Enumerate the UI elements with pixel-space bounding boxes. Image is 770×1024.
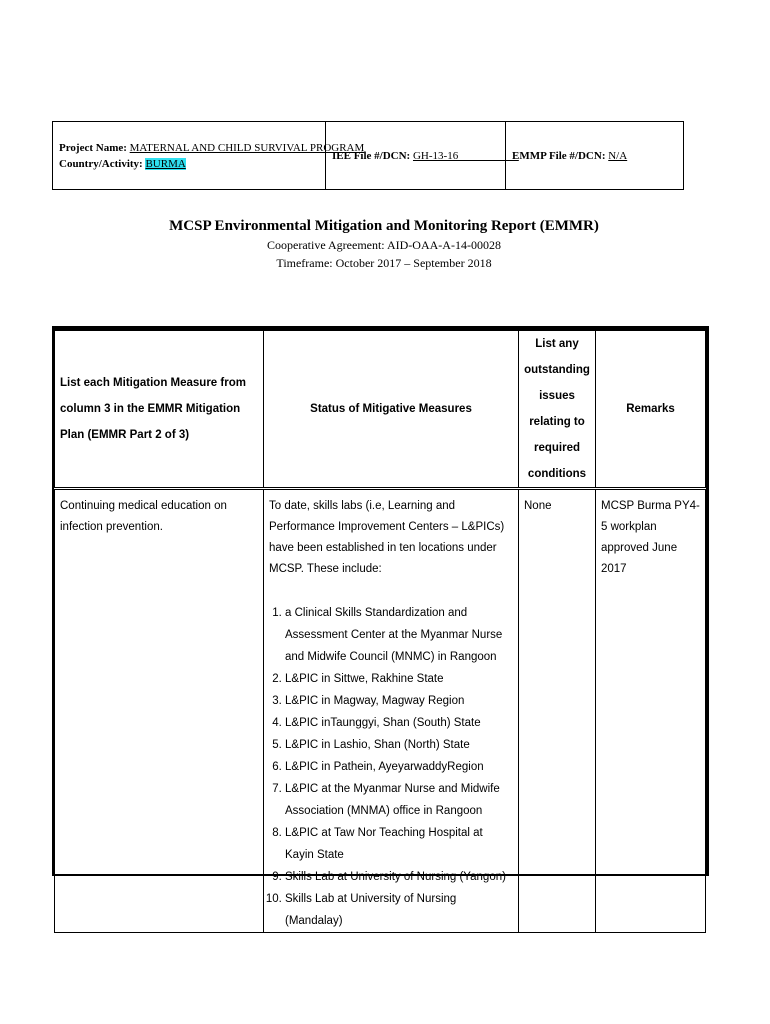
table-row (55, 489, 706, 933)
report-title: MCSP Environmental Mitigation and Monitoring Report (EMMR) (169, 218, 599, 234)
project-name-value: MATERNAL AND CHILD SURVIVAL PROGRAM (129, 141, 365, 154)
country-activity-value: BURMA (145, 157, 186, 170)
list-item: 3. L&PIC in Magway, Magway Region (285, 690, 513, 712)
header-remarks: Remarks (596, 331, 706, 489)
emmp-file-cell (506, 122, 683, 189)
cell-outstanding-issues: None (519, 489, 596, 933)
project-info-cell (53, 122, 365, 189)
status-intro: To date, skills labs (i.e, Learning and Performance Improvement Centers – L&PICs) have been established in ten locations under MCSP. These include: (269, 500, 505, 575)
project-header-box (52, 121, 684, 190)
header-status: Status of Mitigative Measures (264, 331, 519, 489)
table-header-row (55, 331, 706, 489)
cooperative-agreement: Cooperative Agreement: AID-OAA-A-14-00028 (267, 238, 501, 252)
project-name-label: Project Name: (59, 141, 127, 154)
iee-file-value: GH-13-16___________ (412, 149, 519, 162)
list-item: 5. L&PIC in Lashio, Shan (North) State (285, 734, 513, 756)
iee-file-cell (326, 122, 519, 189)
list-item: 10. Skills Lab at University of Nursing (Mandalay) (285, 888, 513, 932)
list-item: 2. L&PIC in Sittwe, Rakhine State (285, 668, 513, 690)
list-item: 7. L&PIC at the Myanmar Nurse and Midwife Association (MNMA) office in Rangoon (285, 778, 513, 822)
cell-mitigation-measure: Continuing medical education on infection prevention. (55, 489, 264, 933)
skills-lab-list (269, 602, 513, 932)
mitigation-status-table (52, 326, 709, 927)
emmp-file-value: N/A (608, 149, 628, 162)
header-outstanding-issues: List any outstanding issues relating to required conditions (519, 331, 596, 489)
report-title-block (52, 216, 716, 272)
country-activity-line (59, 156, 186, 172)
project-name-line (59, 140, 364, 156)
country-activity-label: Country/Activity: (59, 157, 143, 170)
list-item: 1. a Clinical Skills Standardization and Assessment Center at the Myanmar Nurse and Midwife Council (MNMC) in Rangoon (285, 602, 513, 668)
list-item: 4. L&PIC inTaunggyi, Shan (South) State (285, 712, 513, 734)
header-mitigation-measure: List each Mitigation Measure from column 3 in the EMMR Mitigation Plan (EMMR Part 2 of 3) (55, 331, 264, 489)
timeframe: Timeframe: October 2017 – September 2018 (276, 256, 492, 270)
list-item: 9. Skills Lab at University of Nursing (Yangon) (285, 866, 513, 888)
list-item: 6. L&PIC in Pathein, AyeyarwaddyRegion (285, 756, 513, 778)
emmp-file-label: EMMP File #/DCN: (512, 149, 606, 162)
list-item: 8. L&PIC at Taw Nor Teaching Hospital at Kayin State (285, 822, 513, 866)
cell-remarks: MCSP Burma PY4-5 workplan approved June 2017 (596, 489, 706, 933)
iee-file-label: IEE File #/DCN: (332, 149, 411, 162)
cell-status (264, 489, 519, 933)
